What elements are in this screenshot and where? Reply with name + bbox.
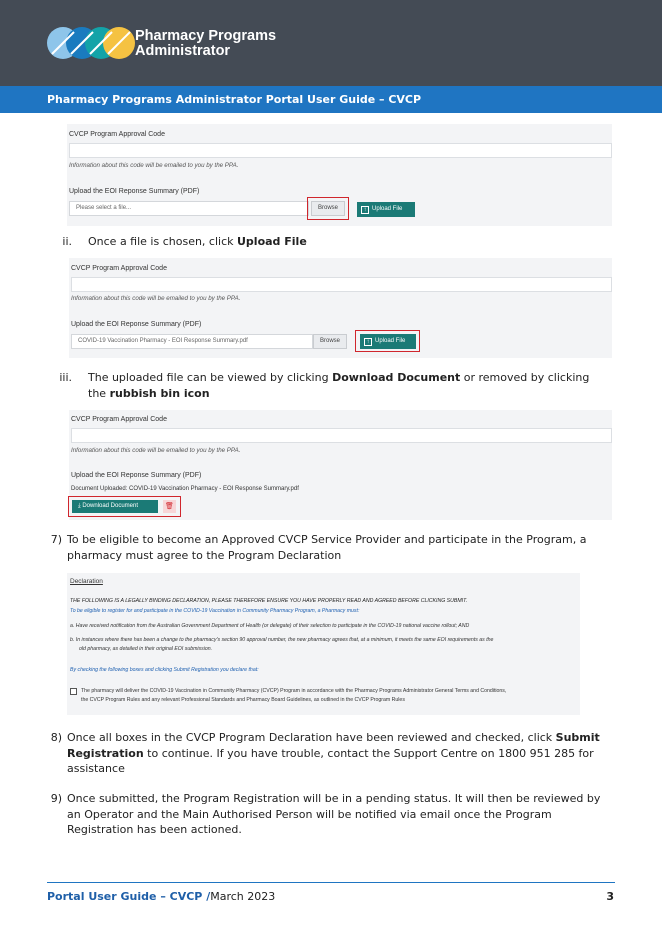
step-ii-bold: Upload File [237, 235, 307, 248]
step-iii-number: iii. [59, 371, 72, 384]
top-banner [0, 0, 662, 86]
approval-code-label: CVCP Program Approval Code [71, 416, 167, 423]
step-iii-text [88, 370, 608, 401]
upload-label: Upload the EOI Reponse Summary (PDF) [69, 188, 200, 195]
download-document-label: Download Document [82, 503, 139, 509]
brand-line-1: Pharmacy Programs [135, 28, 277, 44]
declaration-item-a: a. Have received notification from the Australian Government Department of Health (or delegate) of their selection to participate in the COVID-19 national vaccine rollout; AND [70, 623, 470, 629]
document-uploaded-info [71, 486, 299, 492]
upload-icon: ↑ [361, 206, 369, 214]
browse-button[interactable]: Browse [311, 201, 345, 216]
step-iii-mid: or removed by clicking the [88, 371, 590, 400]
approval-code-label: CVCP Program Approval Code [71, 265, 167, 272]
footer-date: March 2023 [210, 890, 276, 903]
approval-code-note: Information about this code will be emailed to you by the PPA. [71, 295, 241, 302]
approval-code-label: CVCP Program Approval Code [69, 131, 165, 138]
declaration-check-line1: The pharmacy will deliver the COVID-19 Vaccination in Community Pharmacy (CVCP) Program in accordance with the Pharmacy Programs Administrator General Terms and Conditions, [81, 688, 507, 694]
form-panel-download [69, 410, 612, 520]
highlight-upload-file [355, 330, 420, 352]
upload-file-button[interactable] [357, 202, 415, 217]
step-ii-pre: Once a file is chosen, click [88, 235, 237, 248]
file-input-selected[interactable]: COVID-19 Vaccination Pharmacy - EOI Response Summary.pdf [71, 334, 313, 349]
approval-code-input[interactable] [71, 277, 612, 292]
step-8-number: 8) [50, 731, 62, 744]
brand-line-2: Administrator [135, 43, 231, 59]
declaration-intro: To be eligible to register for and participate in the COVID-19 Vaccination in Community Pharmacy Program, a Pharmacy must: [70, 608, 360, 614]
step-7-number: 7) [50, 533, 62, 546]
upload-file-label: Upload File [375, 338, 406, 344]
upload-file-label: Upload File [372, 206, 403, 212]
file-input[interactable]: Please select a file... [69, 201, 309, 216]
step-ii-number: ii. [62, 235, 72, 248]
declaration-warning: THE FOLLOWING IS A LEGALLY BINDING DECLARATION, PLEASE THEREFORE ENSURE YOU HAVE PROPERLY READ AND AGREED BEFORE CLICKING SUBMIT. [70, 598, 468, 604]
step-9-text: Once submitted, the Program Registration will be in a pending status. It will then be reviewed by an Operator and the Main Authorised Person will be notified via email once the Program Registration has been actioned. [67, 792, 601, 836]
footer-divider [47, 882, 615, 883]
approval-code-input[interactable] [69, 143, 612, 158]
step-8-text [67, 730, 615, 777]
approval-code-input[interactable] [71, 428, 612, 443]
step-8-post: to continue. If you have trouble, contact the Support Centre on 1800 951 285 for assistance [67, 746, 594, 775]
approval-code-note: Information about this code will be emailed to you by the PPA. [69, 162, 239, 169]
step-7-text: To be eligible to become an Approved CVCP Service Provider and participate in the Program, a pharmacy must agree to the Program Declaration [67, 533, 587, 562]
brand-name [135, 29, 276, 59]
step-iii-pre: The uploaded file can be viewed by clicking [88, 371, 333, 384]
footer-guide-name: Portal User Guide – CVCP / [47, 890, 211, 903]
upload-icon: ↑ [364, 338, 372, 346]
declaration-item-b-line1: b. In instances where there has been a change to the pharmacy's section 90 approval number, the new pharmacy agrees that, at a minimum, it meets the same EOI requirements as the [70, 637, 494, 643]
form-panel-browse [67, 124, 612, 226]
declaration-panel [67, 573, 580, 715]
step-ii-text [88, 234, 608, 250]
highlight-download-delete [68, 496, 181, 517]
browse-button[interactable]: Browse [313, 334, 347, 349]
declaration-confirm: By checking the following boxes and clicking Submit Registration you declare that: [70, 667, 259, 673]
approval-code-note: Information about this code will be emailed to you by the PPA. [71, 447, 241, 454]
document-uploaded-name: COVID-19 Vaccination Pharmacy - EOI Response Summary.pdf [129, 486, 299, 492]
declaration-item-b-line2: old pharmacy, as detailed in their original EOI submission. [79, 646, 213, 652]
ppa-logo [46, 24, 136, 62]
upload-label: Upload the EOI Reponse Summary (PDF) [71, 321, 202, 328]
step-iii-bold-1: Download Document [332, 371, 461, 384]
step-9-number: 9) [50, 792, 62, 805]
page-number: 3 [606, 890, 614, 903]
trash-icon[interactable]: 🗑 [163, 500, 176, 513]
step-8-bold: Submit Registration [67, 731, 600, 760]
step-iii-bold-2: rubbish bin icon [109, 386, 210, 400]
declaration-check-line2: the CVCP Program Rules and any relevant Professional Standards and Pharmacy Board Guidelines, as outlined in the CVCP Program Rules [81, 697, 405, 703]
document-title: Pharmacy Programs Administrator Portal User Guide – CVCP [47, 93, 422, 106]
form-panel-upload [69, 258, 612, 358]
upload-label: Upload the EOI Reponse Summary (PDF) [71, 472, 202, 479]
declaration-heading: Declaration [70, 578, 103, 585]
footer-title [47, 890, 275, 903]
declaration-checkbox[interactable] [70, 688, 77, 695]
step-8-pre: Once all boxes in the CVCP Program Declaration have been reviewed and checked, click [67, 731, 556, 744]
highlight-browse [307, 197, 349, 220]
document-title-bar [0, 86, 662, 113]
document-uploaded-prefix: Document Uploaded: [71, 486, 128, 492]
download-icon: ⤓ [78, 503, 83, 509]
